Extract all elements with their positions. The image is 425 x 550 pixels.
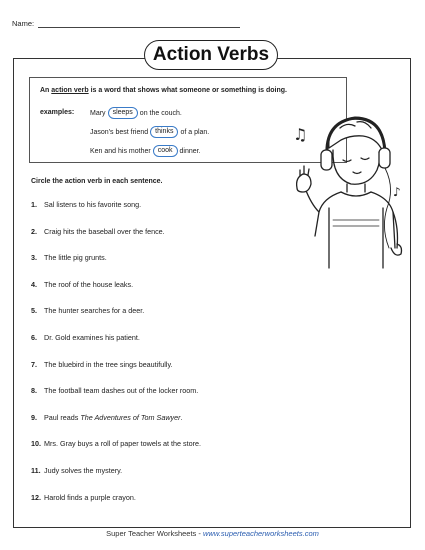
name-write-line[interactable] <box>38 19 240 28</box>
footer <box>0 529 425 538</box>
item-number: 6. <box>31 333 37 342</box>
example-after: on the couch. <box>139 109 182 117</box>
item-text-after: . <box>180 412 183 422</box>
list-item[interactable] <box>31 493 136 505</box>
example-before: Mary <box>90 109 106 117</box>
item-number: 12. <box>31 492 41 502</box>
name-field-row <box>12 19 240 28</box>
item-number: 9. <box>31 412 37 422</box>
item-text[interactable]: Harold finds a purple crayon. <box>44 492 136 502</box>
example-verb-circled: cook <box>153 145 178 157</box>
item-text[interactable]: The hunter searches for a deer. <box>44 306 145 316</box>
list-item[interactable] <box>31 227 165 239</box>
item-text[interactable]: Judy solves the mystery. <box>44 466 123 475</box>
list-item[interactable] <box>31 200 141 212</box>
footer-link[interactable]: www.superteacherworksheets.com <box>202 529 319 538</box>
item-text[interactable]: Mrs. Gray buys a roll of paper towels at the store. <box>44 439 201 449</box>
music-note-icon: ♫ <box>293 125 308 144</box>
footer-separator: - <box>196 529 203 538</box>
item-number: 2. <box>31 226 37 236</box>
item-number: 7. <box>31 359 37 369</box>
item-number: 11. <box>31 466 41 475</box>
example-after: dinner. <box>179 147 201 155</box>
boy-with-headphones-icon <box>285 108 415 273</box>
example-after: of a plan. <box>180 128 210 136</box>
example-sentence <box>90 145 201 157</box>
definition-rest: is a word that shows what someone or something is doing. <box>88 87 287 94</box>
item-number: 10. <box>31 439 41 449</box>
definition-lead: An <box>40 87 52 94</box>
item-text[interactable]: The bluebird in the tree sings beautifully. <box>44 359 173 369</box>
item-text[interactable]: Dr. Gold examines his patient. <box>44 333 140 342</box>
list-item[interactable] <box>31 280 133 292</box>
item-book-title[interactable]: The Adventures of Tom Sawyer <box>80 412 181 422</box>
list-item[interactable] <box>31 333 140 345</box>
example-before: Ken and his mother <box>90 147 151 155</box>
definition-term: action verb <box>51 87 89 94</box>
example-sentence <box>90 126 209 138</box>
item-text[interactable]: The roof of the house leaks. <box>44 279 134 289</box>
list-item[interactable] <box>31 439 201 451</box>
page-title: Action Verbs <box>144 40 278 70</box>
item-text[interactable]: Sal listens to his favorite song. <box>44 200 142 209</box>
list-item[interactable] <box>31 386 198 398</box>
item-number: 8. <box>31 386 37 396</box>
item-number: 1. <box>31 200 37 209</box>
item-number: 4. <box>31 279 37 289</box>
example-before: Jason's best friend <box>90 128 149 136</box>
list-item[interactable] <box>31 466 122 478</box>
example-verb-circled: thinks <box>150 126 178 138</box>
item-text[interactable]: Craig hits the baseball over the fence. <box>44 226 165 236</box>
instruction-text: Circle the action verb in each sentence. <box>31 178 163 185</box>
item-number: 5. <box>31 306 37 316</box>
item-text[interactable]: The little pig grunts. <box>44 253 107 263</box>
item-text-before[interactable]: Paul reads <box>44 412 81 422</box>
item-number: 3. <box>31 253 37 263</box>
list-item[interactable] <box>31 253 107 265</box>
item-text[interactable]: The football team dashes out of the locker room. <box>44 386 199 396</box>
list-item[interactable] <box>31 413 183 425</box>
example-verb-circled: sleeps <box>108 107 138 119</box>
example-sentence <box>90 107 182 119</box>
footer-brand: Super Teacher Worksheets <box>106 529 197 538</box>
examples-label: examples: <box>40 109 75 116</box>
name-label: Name: <box>12 19 35 28</box>
definition-text <box>40 87 287 94</box>
list-item[interactable] <box>31 306 144 318</box>
list-item[interactable] <box>31 360 173 372</box>
music-note-icon: ♪ <box>393 185 401 199</box>
